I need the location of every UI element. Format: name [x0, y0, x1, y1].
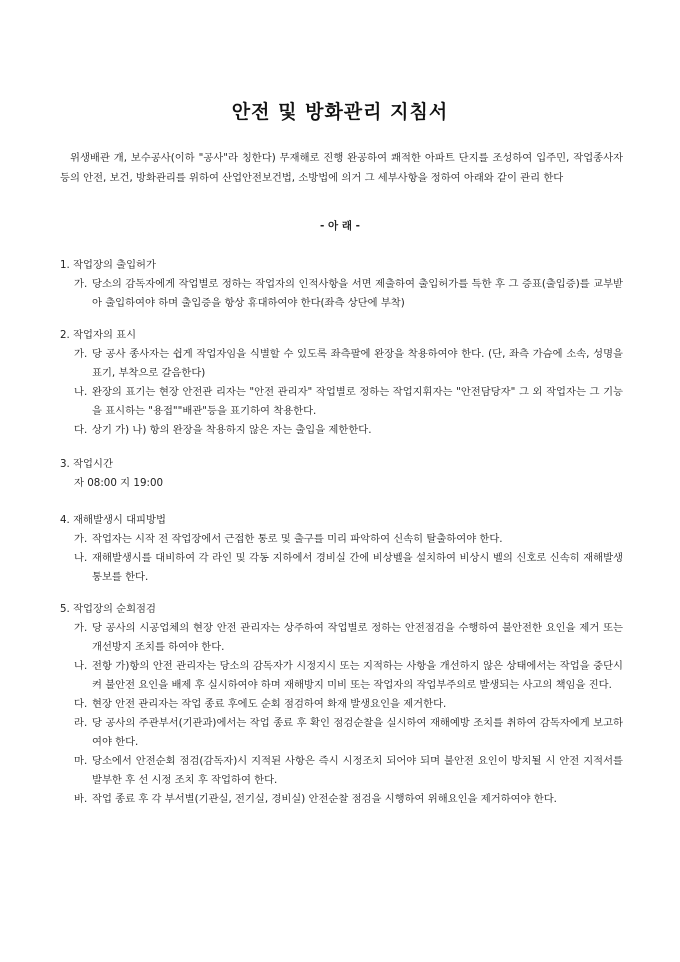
- below-heading: - 아 래 -: [320, 220, 360, 232]
- document-title: 안전 및 방화관리 지침서: [231, 101, 449, 123]
- list-item: [60, 752, 623, 790]
- section-title: 3. 작업시간: [60, 458, 113, 470]
- list-item: [60, 275, 623, 313]
- item-text: 당 공사의 시공업체의 현장 안전 관리자는 상주하여 작업별로 정하는 안전점검을 수행하여 불안전한 요인을 제거 또는 개선방지 조치를 하여야 한다.: [92, 622, 623, 653]
- item-text: 당소의 감독자에게 작업별로 정하는 작업자의 인적사항을 서면 제출하여 출입허가를 득한 후 그 증표(출입증)를 교부받아 출입하여야 하며 출입증을 항상 휴대하여야 한다(좌측 상단에 부착): [92, 278, 623, 309]
- item-text: 전항 가)항의 안전 관리자는 당소의 감독자가 시정지시 또는 지적하는 사항을 개선하지 않은 상태에서는 작업을 중단시켜 불안전 요인을 배제 후 실시하여야 하며 재해방지 미비 또는 작업자의 작업부주의로 발생되는 사고의 책임을 진다.: [92, 660, 623, 691]
- item-marker: 라.: [74, 717, 88, 729]
- item-text: 당소에서 안전순회 점검(감독자)시 지적된 사항은 즉시 시정조치 되어야 되며 불안전 요인이 방치될 시 안전 지적서를 발부한 후 선 시정 조치 후 작업하여 한다.: [92, 755, 623, 786]
- item-marker: 나.: [74, 552, 88, 564]
- item-marker: 가.: [74, 533, 88, 545]
- list-item: [60, 421, 623, 440]
- section-worker-marking: [60, 326, 623, 440]
- item-marker: 다.: [74, 698, 88, 710]
- item-marker: 다.: [74, 424, 88, 436]
- item-text: 작업자는 시작 전 작업장에서 근접한 통로 및 출구를 미리 파악하여 신속히 탈출하여야 한다.: [92, 533, 503, 545]
- section-patrol-inspection: [60, 600, 623, 809]
- list-item: [60, 619, 623, 657]
- list-item: [60, 383, 623, 421]
- list-item: [60, 345, 623, 383]
- item-marker: 나.: [74, 386, 88, 398]
- list-item: [60, 695, 623, 714]
- item-text: 상기 가) 나) 항의 완장을 착용하지 않은 자는 출입을 제한한다.: [92, 424, 372, 436]
- section-title: 5. 작업장의 순회점검: [60, 603, 156, 615]
- section-entry-permit: [60, 256, 623, 313]
- section-title: 4. 재해발생시 대피방법: [60, 514, 166, 526]
- item-marker: 마.: [74, 755, 88, 767]
- section-work-hours: [60, 455, 623, 493]
- item-text: 완장의 표기는 현장 안전관 리자는 "안전 관리자" 작업별로 정하는 작업지휘자는 "안전담당자" 그 외 작업자는 그 기능을 표시하는 "용접""배관"등을 표기하여 착용한다.: [92, 386, 623, 417]
- list-item: [60, 790, 623, 809]
- list-item: [60, 657, 623, 695]
- item-text: 재해발생시를 대비하여 각 라인 및 각동 지하에서 경비실 간에 비상벨을 설치하여 비상시 벨의 신호로 신속히 재해발생통보를 한다.: [92, 552, 623, 583]
- item-text: 현장 안전 관리자는 작업 종료 후에도 순회 점검하여 화재 발생요인을 제거한다.: [92, 698, 447, 710]
- work-hours-value: 자 08:00 지 19:00: [74, 477, 164, 489]
- section-title: 1. 작업장의 출입허가: [60, 259, 156, 271]
- list-item: [60, 714, 623, 752]
- item-marker: 나.: [74, 660, 88, 672]
- list-item: [60, 530, 623, 549]
- item-marker: 가.: [74, 622, 88, 634]
- item-marker: 가.: [74, 348, 88, 360]
- section-title: 2. 작업자의 표시: [60, 329, 137, 341]
- section-evacuation: [60, 511, 623, 587]
- item-marker: 가.: [74, 278, 88, 290]
- item-text: 당 공사 종사자는 쉽게 작업자임을 식별할 수 있도록 좌측팔에 완장을 착용하여야 한다. (단, 좌측 가슴에 소속, 성명을 표기, 부착으로 갈음한다): [92, 348, 623, 379]
- list-item: [60, 549, 623, 587]
- item-marker: 바.: [74, 793, 88, 805]
- intro-paragraph: 위생배관 개, 보수공사(이하 "공사"라 칭한다) 무재해로 진행 완공하여 쾌적한 아파트 단지를 조성하여 입주민, 작업종사자등의 안전, 보건, 방화관리를 위하여 산업안전보건법, 소방법에 의거 그 세부사항을 정하여 아래와 같이 관리 한다: [60, 152, 623, 184]
- item-text: 당 공사의 주관부서(기관과)에서는 작업 종료 후 확인 점검순찰을 실시하여 재해예방 조치를 취하여 감독자에게 보고하여야 한다.: [92, 717, 623, 748]
- item-text: 작업 종료 후 각 부서별(기관실, 전기실, 경비실) 안전순찰 점검을 시행하여 위해요인을 제거하여야 한다.: [92, 793, 557, 805]
